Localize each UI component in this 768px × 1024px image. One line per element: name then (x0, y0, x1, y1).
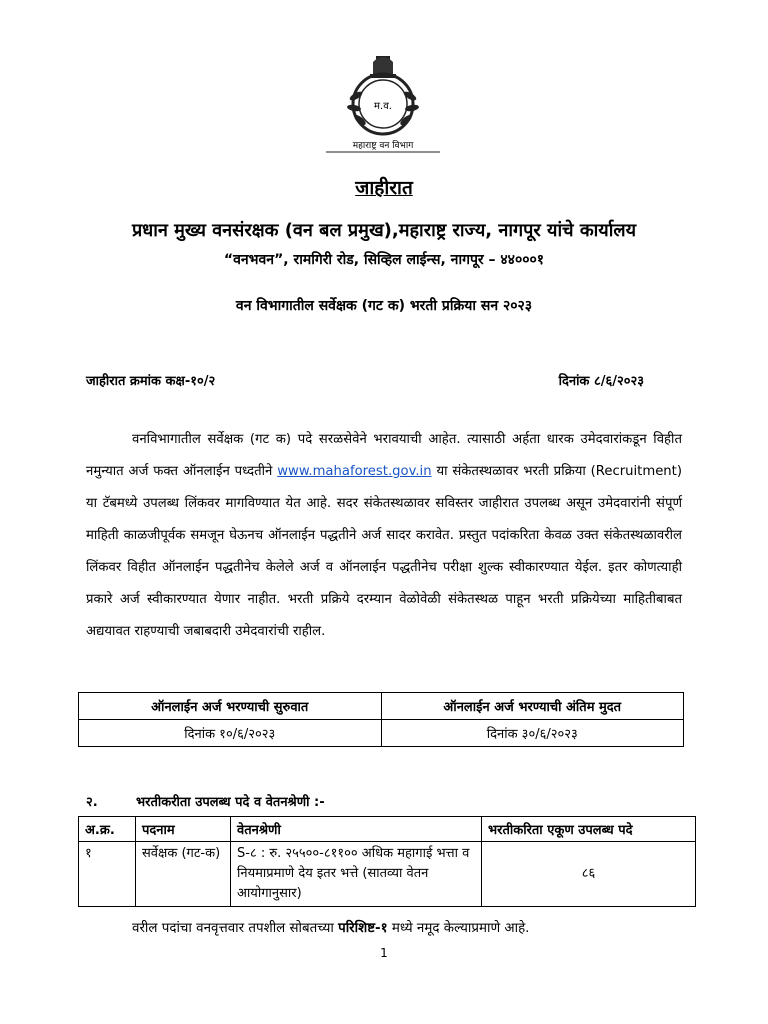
start-date-header: ऑनलाईन अर्ज भरण्याची सुरुवात (79, 693, 382, 720)
annexure-note (132, 918, 529, 936)
annexure-reference: परिशिष्ट-१ (338, 921, 388, 936)
application-dates-table (78, 692, 684, 747)
available-posts-cell: ८६ (482, 842, 696, 907)
table-row (79, 720, 684, 747)
body-paragraph (86, 424, 682, 648)
end-date-value: दिनांक ३०/६/२०२३ (381, 720, 684, 747)
office-title: प्रधान मुख्य वनसंरक्षक (वन बल प्रमुख),महाराष्ट्र राज्य, नागपूर यांचे कार्यालय (131, 220, 637, 241)
posts-table (78, 816, 696, 907)
pay-scale-cell: S-८ : रु. २५५००-८११०० अधिक महागाई भत्ता व नियमाप्रमाणे देय इतर भत्ते (सातव्या वेतन आयोगानुसार) (231, 842, 482, 907)
serial-cell: १ (79, 842, 136, 907)
advertisement-number: जाहीरात क्रमांक कक्ष-१०/२ (86, 374, 216, 389)
section-title: भरतीकरीता उपलब्ध पदे व वेतनश्रेणी :- (136, 795, 325, 810)
section-number: २. (86, 795, 98, 810)
annexure-note-text-1: वरील पदांचा वनवृत्तवार तपशील सोबतच्या (132, 921, 334, 936)
svg-text:म.व.: म.व. (374, 101, 392, 112)
post-name-cell: सर्वेक्षक (गट-क) (136, 842, 231, 907)
serial-header: अ.क्र. (79, 817, 136, 842)
advertisement-date: दिनांक ८/६/२०२३ (558, 374, 644, 389)
recruitment-subject: वन विभागातील सर्वेक्षक (गट क) भरती प्रक्रिया सन २०२३ (235, 298, 533, 314)
end-date-header: ऑनलाईन अर्ज भरण्याची अंतिम मुदत (381, 693, 684, 720)
paragraph-text-2: या संकेतस्थळावर भरती प्रक्रिया (Recruitment) या टॅबमध्ये उपलब्ध लिंकवर मागविण्यात येत आहे. सदर संकेतस्थळावर सविस्तर जाहीरात उपलब्ध असून उमेदवारांनी संपूर्ण माहिती काळजीपूर्वक समजून घेऊनच ऑनलाईन पद्धतीने अर्ज सादर करावेत. प्रस्तुत पदांकरिता केवळ उक्त संकेतस्थळावरील लिंकवर विहीत ऑनलाईन पद्धतीनेच केलेले अर्ज व ऑनलाईन पद्धतीनेच परीक्षा शुल्क स्वीकारण्यात येईल. इतर कोणत्याही प्रकारे अर्ज स्वीकारण्यात येणार नाहीत. भरती प्रक्रिये दरम्यान वेळोवेळी संकेतस्थळ पाहून भरती प्रक्रियेच्या माहितीबाबत अद्ययावत राहण्याची जबाबदारी उमेदवारांची राहील. (86, 464, 682, 639)
advertisement-heading: जाहीरात (355, 177, 413, 199)
pay-scale-header: वेतनश्रेणी (231, 817, 482, 842)
page-number: 1 (380, 946, 388, 960)
post-name-header: पदनाम (136, 817, 231, 842)
mahaforest-website-link[interactable]: www.mahaforest.gov.in (277, 464, 432, 479)
available-posts-header: भरतीकरिता एकूण उपलब्ध पदे (482, 817, 696, 842)
table-header-row (79, 817, 696, 842)
start-date-value: दिनांक १०/६/२०२३ (79, 720, 382, 747)
table-row (79, 842, 696, 907)
office-address: “वनभवन”, रामगिरी रोड, सिव्हिल लाईन्स, नागपूर – ४४०००१ (223, 252, 545, 268)
svg-text:महाराष्ट्र वन विभाग: महाराष्ट्र वन विभाग (352, 141, 414, 151)
table-header-row (79, 693, 684, 720)
paragraph-text-1: वनविभागातील सर्वेक्षक (गट क) पदे सरळसेवेने भरावयाची आहेत. त्यासाठी अर्हता धारक उमेदवारांकडून विहीत नमुन्यात अर्ज फक्त ऑनलाईन पध्दतीने (86, 432, 682, 479)
maharashtra-forest-department-emblem (326, 54, 440, 154)
annexure-note-text-2: मध्ये नमूद केल्याप्रमाणे आहे. (391, 921, 530, 936)
